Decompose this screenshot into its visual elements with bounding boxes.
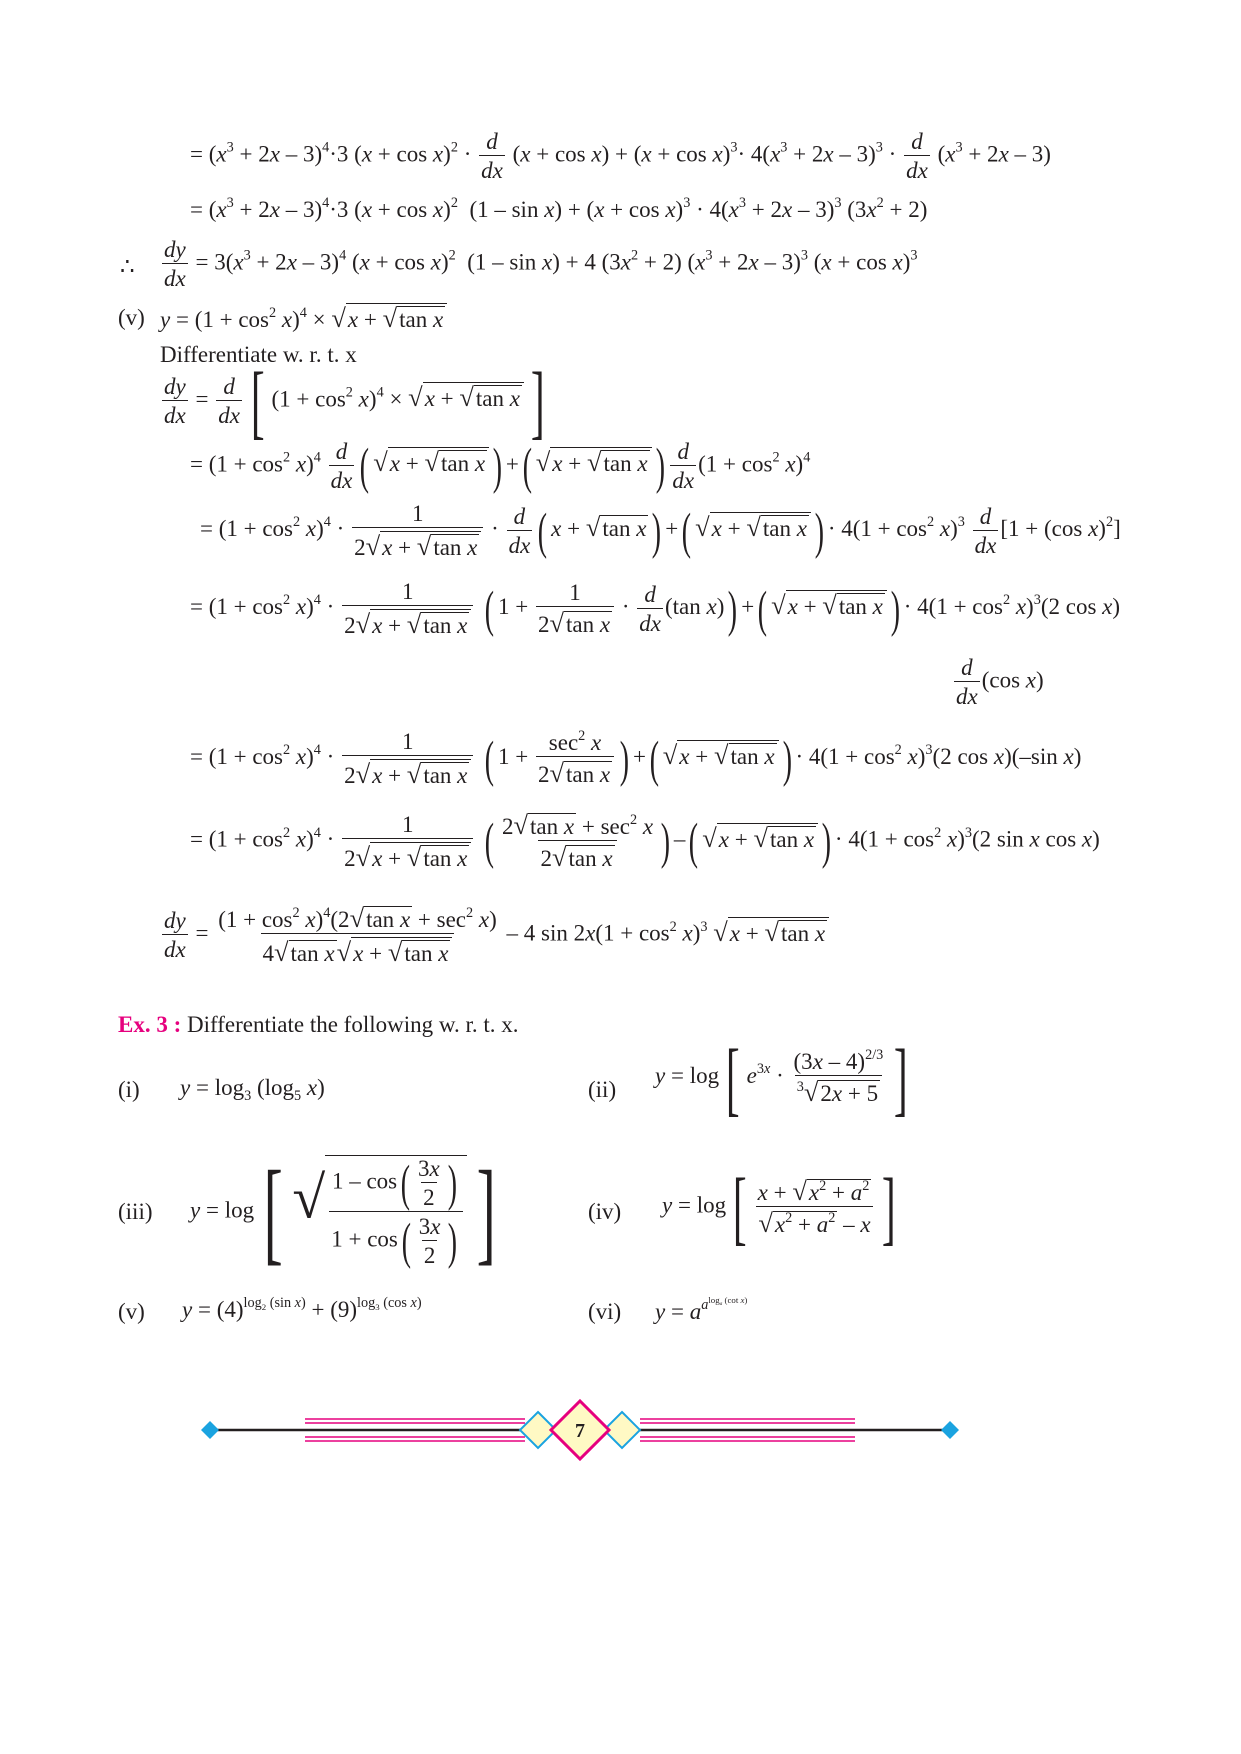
ex3-item-i-expression: $y = \log_3 (\log_5$ x) [180, 1075, 325, 1104]
part-v-label: (v) [118, 305, 145, 330]
ex3-item-iv-label: (iv) [588, 1199, 622, 1224]
ex3-item-iii-expression: y = log[ √ 1 – cos( $\frac{3x}{2}$ ) 1 + cos( $\frac{3x}{2}$ ) ] [190, 1148, 497, 1275]
exercise-heading [118, 1013, 519, 1036]
exercise-title: Differentiate the following w. r. t. x. [187, 1012, 519, 1037]
footer-rule-right [635, 1419, 950, 1441]
ex3-item-v-label: (v) [118, 1299, 145, 1324]
step-3: = $(1 + \cos^2 x)^4$ · $\frac{1}{\text{2√x + √tan x}}$ · $\frac{d}{dx}$ ( x + √tan x ) +( √x + √tan x ) · $4(1 + \cos^2 x)^3$ $\frac{d}{dx}$ [1 + (cos x)$^2$] [200, 501, 1121, 561]
ex3-item-ii-expression: y = log[ $e^{3x}$ · $\frac{(3x - 4)^{2/3}}{^3√2x + 5}$ ] [655, 1031, 908, 1124]
step-4: = $(1 + \cos^2 x)^4$ · $\frac{1}{\text{2√x + √tan x}}$ ( 1 + $\frac{1}{\text{2√tan x}}$ · $\frac{d}{dx}$ (tan x)) +( √x + √tan x ) · $4(1 + \cos^2 x)^3(2$ cos x) [190, 579, 1121, 639]
part-v-problem: $y = (1 + \cos^2 x)^4 \times √x + √\tan$ x [160, 303, 447, 331]
ex3-item-iii-label: (iii) [118, 1199, 153, 1224]
step-1: $\frac{dy}{dx}$ = $\frac{d}{dx}$ [ $(1 + \cos^2 x)^4 \times √x + √\tan$ x ] [164, 355, 545, 447]
ex3-item-iv-expression: y = log[ $\frac{x + √x^2 + a^2}{√x^2 + a^2 - x}$ ] [662, 1161, 897, 1254]
end-diamond-left-icon [201, 1421, 219, 1439]
exercise-label: Ex. 3 : [118, 1012, 182, 1037]
step-2: = $(1 + \cos^2 x)^4$ $\frac{d}{dx}$ ( √x + √tan x ) +( √x + √tan x ) $\frac{d}{dx}$ $(1 + \cos^2 x)^4$ [190, 438, 811, 494]
part-v-instruction: Differentiate w. r. t. x [160, 342, 357, 367]
page-number: 7 [575, 1420, 585, 1442]
equation-line-2: = $(x^3 + 2x - 3)^4\cdot 3$ $(x + \cos x)^2$ $(1 - \sin x) + (x + \cos x)^3 \cdot 4(x^3 + 2x - 3)^3$ $(3x^2 + 2)$ [190, 195, 928, 222]
footer-ornament [0, 1370, 1241, 1490]
footer-rule-left [215, 1419, 545, 1441]
ex3-item-v-expression: $y = (4)^{log_2 (sin x)} + (9)^{log_3 (cos x)}$ [182, 1295, 422, 1322]
end-diamond-right-icon [941, 1421, 959, 1439]
final-result: $\frac{dy}{dx}$ = $(1 + \cos^2 x)^4(2√\tan$ $x + \sec^2 x$) 4√tan x√x + √tan x – 4 $\sin 2x(1 + \cos^2 x)^3$ √x + √tan x [160, 905, 829, 966]
ex3-item-i-label: (i) [118, 1077, 140, 1102]
equation-line-1: = $(x^3 + 2x - 3)^4\cdot 3$ $(x + \cos x)^2$ · $\frac{d}{dx}$ $(x + \cos x) + (x + \cos x)^3\cdot 4(x^3 + 2x - 3)^3$ · $\frac{d}{dx}$ $(x^3 + 2x - 3)$ [190, 129, 1051, 183]
ex3-item-ii-label: (ii) [588, 1077, 617, 1102]
ex3-item-vi-expression: $y = a^{a^{log_a (cot x)}}$ [655, 1295, 748, 1325]
step-6: = $(1 + \cos^2 x)^4$ · $\frac{1}{\text{2√x + √tan x}}$ ( 2√tan $x + \sec^2 x$ 2√tan x ) –( √x + √tan x ) · $4(1 + \cos^2 x)^3(2$ sin x cos x) [190, 810, 1100, 873]
step-4-continued: $\frac{d}{dx}$ (cos x) [956, 655, 1044, 709]
step-5: = $(1 + \cos^2 x)^4$ · $\frac{1}{\text{2√x + √tan x}}$ ( 1 + $\sec^2 x$ 2√tan x ) +( √x + √tan x ) · $4(1 + \cos^2 x)^3(2$ cos x)(–sin x) [190, 728, 1082, 789]
equation-line-3: $\frac{dy}{dx}$ = $3(x^3 + 2x - 3)^4$ $(x + \cos x)^2$ (1 – sin x) + 4 $(3x^2 + 2) (x^3 + 2x - 3)^3$ $(x + \cos x)^3$ [164, 237, 918, 291]
therefore-symbol: ∴ [120, 254, 135, 279]
ex3-item-vi-label: (vi) [588, 1299, 622, 1324]
